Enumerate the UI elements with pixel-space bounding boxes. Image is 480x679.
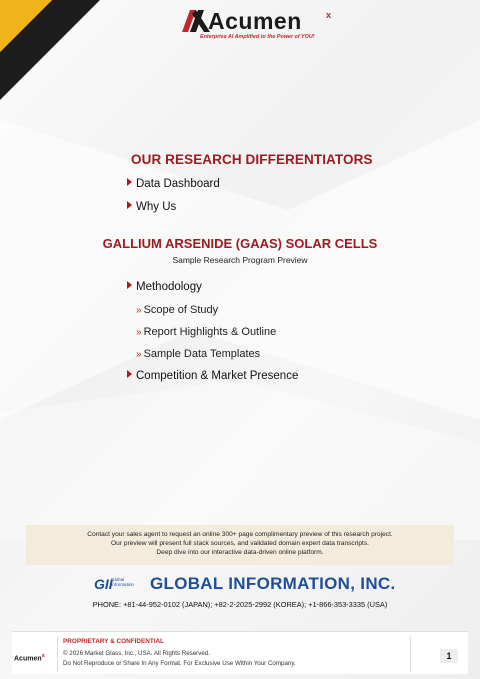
link-report-highlights[interactable]: » Report Highlights & Outline (136, 326, 277, 338)
triangle-bullet-icon (127, 281, 132, 289)
link-data-dashboard[interactable]: Data Dashboard (127, 178, 220, 190)
logo-superscript: x (326, 10, 332, 20)
link-why-us[interactable]: Why Us (127, 201, 176, 213)
triangle-bullet-icon (127, 178, 132, 186)
triangle-bullet-icon (127, 370, 132, 378)
footer-divider (410, 636, 411, 672)
report-title: GALLIUM ARSENIDE (GAAS) SOLAR CELLS (102, 236, 378, 251)
page-number: 1 (440, 649, 458, 663)
link-sample-data-templates[interactable]: » Sample Data Templates (136, 348, 261, 360)
publisher-phone: PHONE: +81-44-952-0102 (JAPAN); +82-2-2025-2992 (KOREA); +1-866-353-3335 (USA) (92, 600, 388, 609)
footer-logo: Acumen$^x$ (14, 653, 45, 663)
acumen-logo-mark-icon (182, 10, 210, 32)
double-chevron-icon: » (136, 327, 142, 338)
contact-line: Our preview will present full stack sources, and validated domain expert data transcripts. (110, 540, 369, 548)
logo-wordmark: Acumen (208, 8, 302, 34)
footer-divider (57, 636, 58, 672)
acumen-logo (182, 8, 342, 44)
gii-logo-text: GII (94, 576, 113, 592)
footer-notice: Do Not Reproduce or Share In Any Format. For Exclusive Use Within Your Company. (63, 660, 296, 667)
publisher-name: GLOBAL INFORMATION, INC. (150, 574, 396, 593)
double-chevron-icon: » (136, 305, 142, 316)
link-scope-of-study[interactable]: » Scope of Study (136, 304, 219, 316)
contact-line: Deep dive into our interactive data-driven online platform. (156, 549, 324, 557)
link-methodology[interactable]: Methodology (127, 281, 202, 293)
contact-notice (26, 525, 454, 565)
background-facet (0, 380, 480, 540)
footer-proprietary: PROPRIETARY & CONFIDENTIAL (63, 638, 165, 645)
page-footer (12, 631, 468, 674)
logo-tagline: Enterprise AI Amplified to the Power of YOU! (200, 34, 315, 40)
link-competition-market-presence[interactable]: Competition & Market Presence (127, 370, 298, 382)
gii-logo-small: Global Information (111, 577, 134, 587)
footer-copyright: © 2026 Market Glass, Inc., USA. All Rights Reserved. (63, 650, 210, 657)
differentiators-heading: OUR RESEARCH DIFFERENTIATORS (131, 152, 373, 167)
triangle-bullet-icon (127, 201, 132, 209)
report-subtitle: Sample Research Program Preview (172, 255, 308, 265)
contact-line: Contact your sales agent to request an online 300+ page complimentary preview of this research project. (87, 531, 393, 538)
double-chevron-icon: » (136, 349, 142, 360)
